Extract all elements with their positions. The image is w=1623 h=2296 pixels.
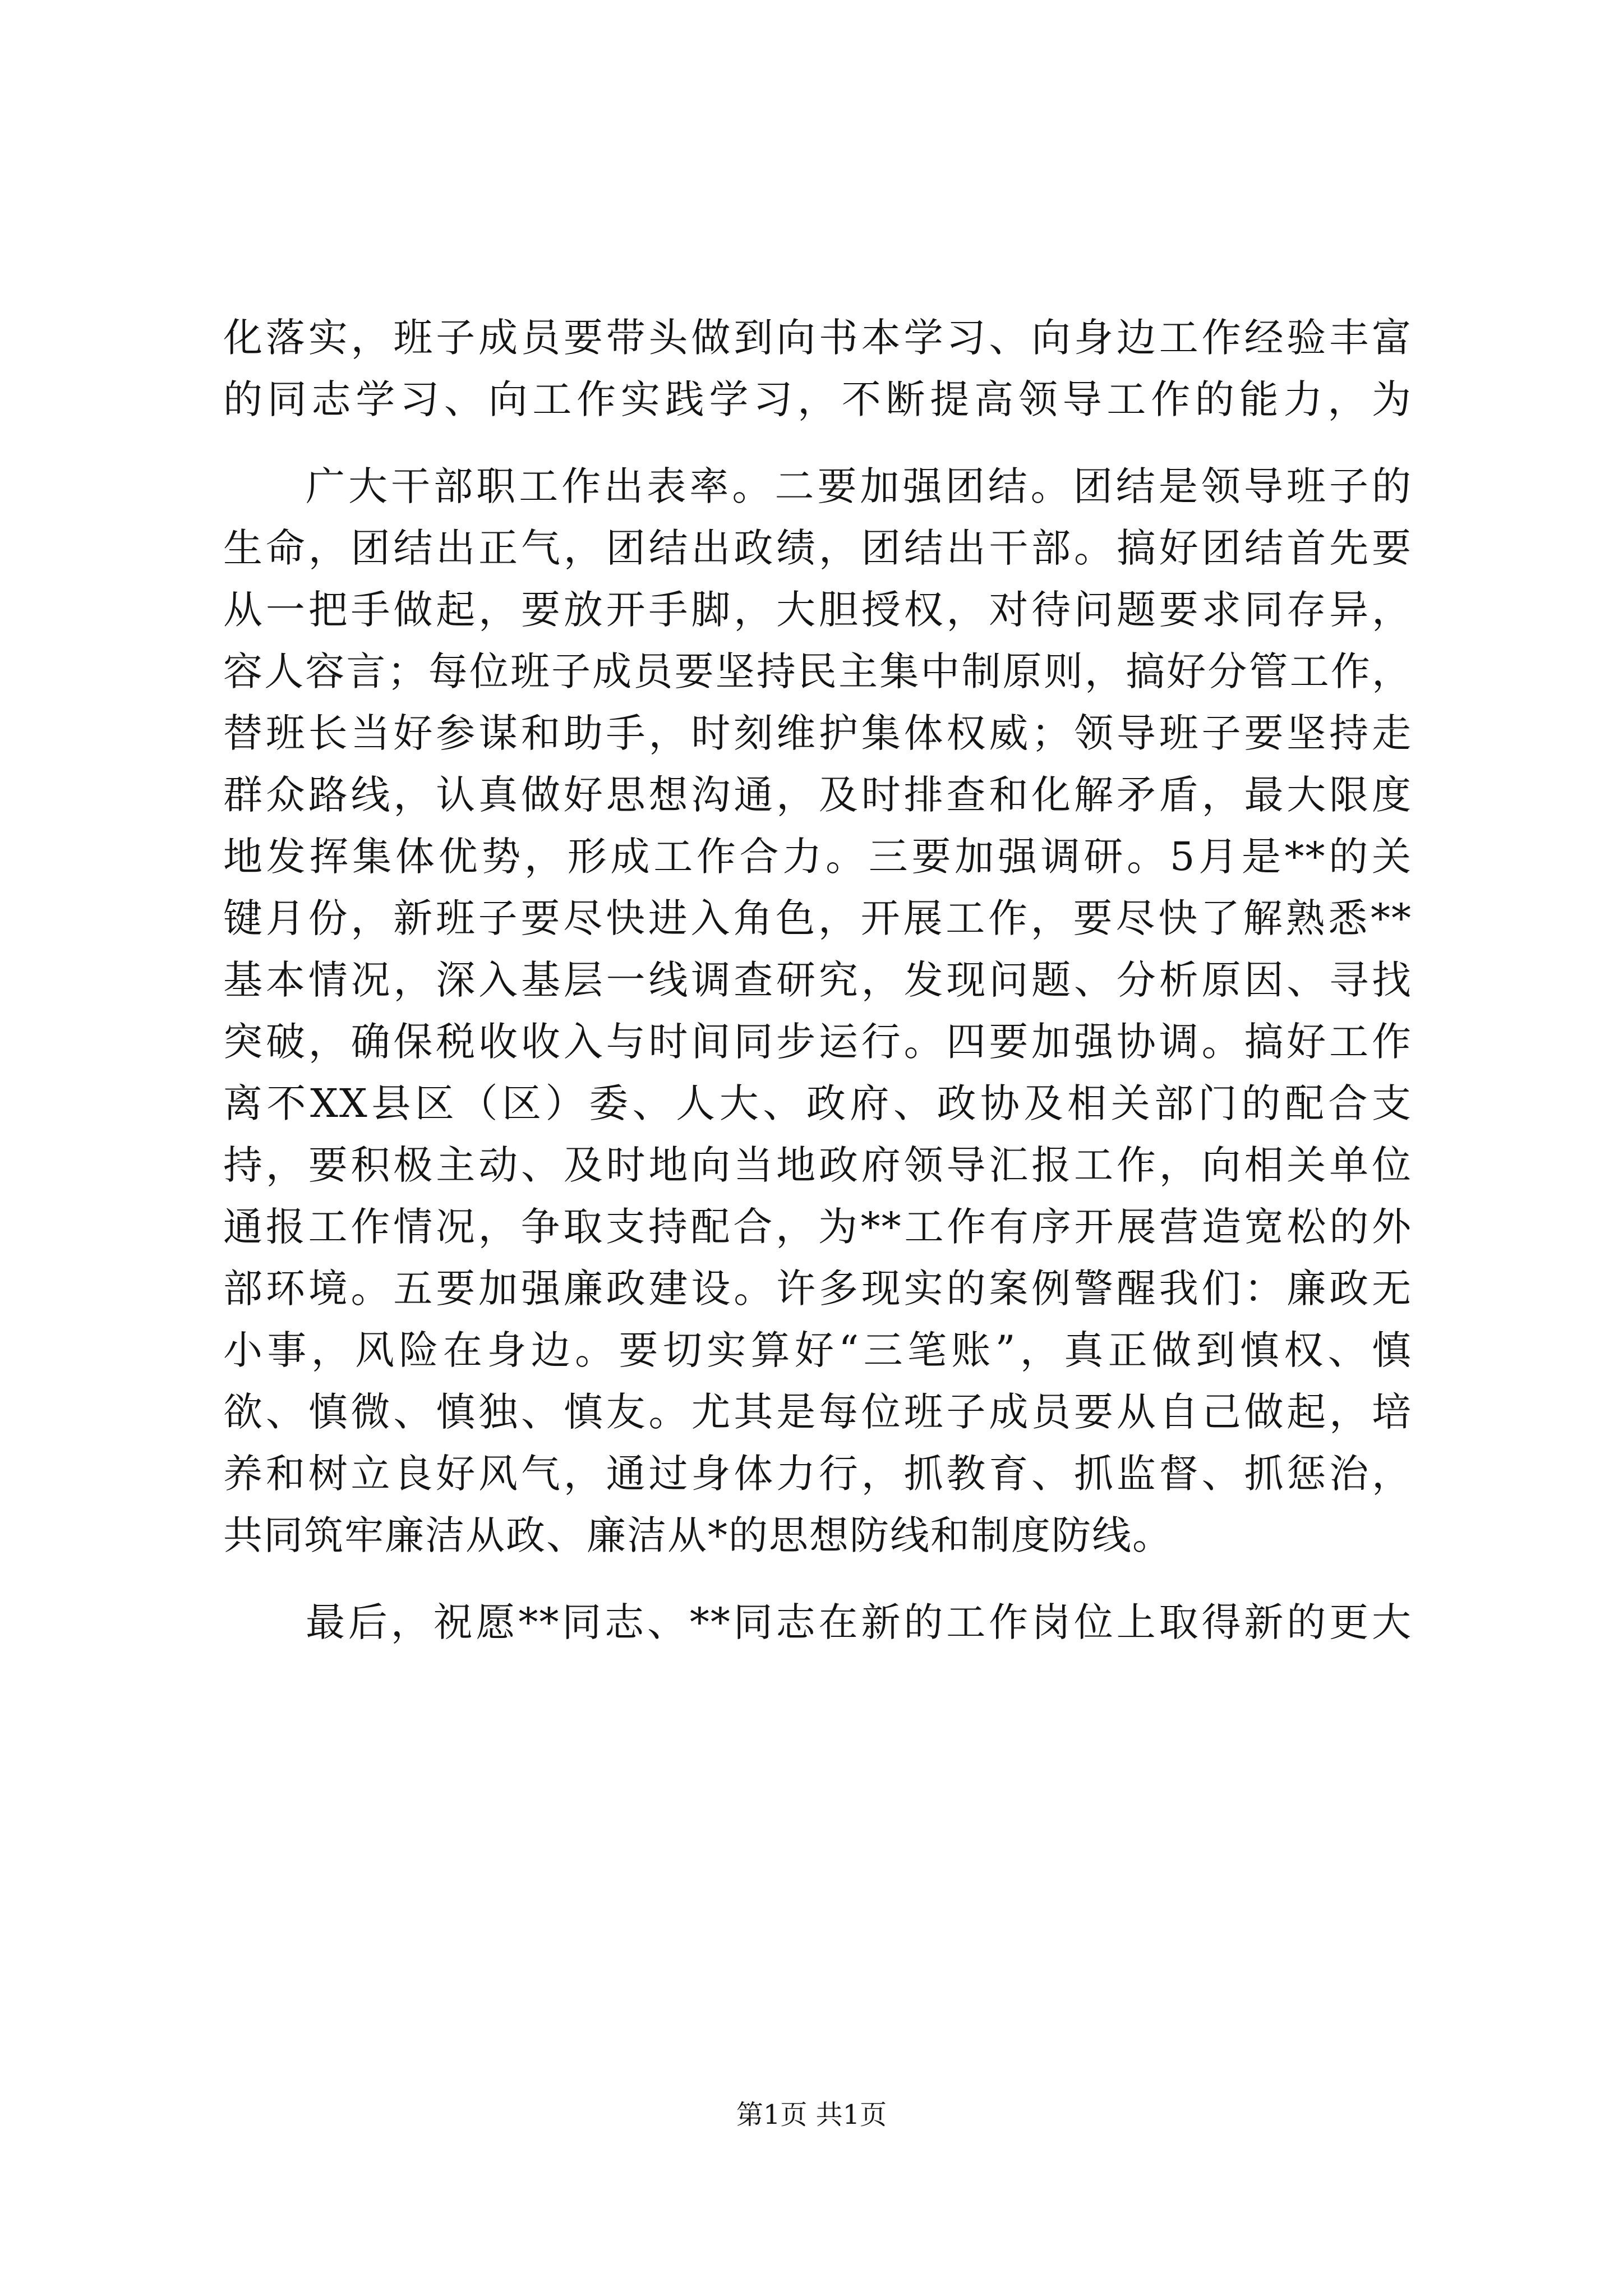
text-line-15: 通报工作情况，争取支持配合，为**工作有序开展营造宽松的外	[223, 1204, 1412, 1250]
text-line-16: 部环境。五要加强廉政建设。许多现实的案例警醒我们：廉政无	[223, 1266, 1412, 1312]
text-line-7: 替班长当好参谋和助手，时刻维护集体权威；领导班子要坚持走	[223, 710, 1412, 756]
text-line-12: 突破，确保税收收入与时间同步运行。四要加强协调。搞好工作	[223, 1019, 1412, 1065]
text-line-5: 从一把手做起，要放开手脚，大胆授权，对待问题要求同存异，	[223, 587, 1412, 633]
text-line-17: 小事，风险在身边。要切实算好“三笔账”，真正做到慎权、慎	[223, 1327, 1412, 1373]
text-line-19: 养和树立良好风气，通过身体力行，抓教育、抓监督、抓惩治，	[223, 1451, 1412, 1497]
text-line-14: 持，要积极主动、及时地向当地政府领导汇报工作，向相关单位	[223, 1142, 1412, 1188]
text-line-2: 的同志学习、向工作实践学习，不断提高领导工作的能力，为	[223, 376, 1412, 422]
text-line-10: 键月份，新班子要尽快进入角色，开展工作，要尽快了解熟悉**	[223, 895, 1412, 941]
text-line-8: 群众路线，认真做好思想沟通，及时排查和化解矛盾，最大限度	[223, 772, 1412, 818]
page-footer: 第1页 共1页	[736, 2099, 887, 2131]
text-line-4: 生命，团结出正气，团结出政绩，团结出干部。搞好团结首先要	[223, 525, 1412, 571]
text-line-3: 广大干部职工作出表率。二要加强团结。团结是领导班子的	[306, 463, 1412, 509]
text-line-18: 欲、慎微、慎独、慎友。尤其是每位班子成员要从自己做起，培	[223, 1389, 1412, 1435]
text-line-13: 离不XX县区（区）委、人大、政府、政协及相关部门的配合支	[223, 1080, 1412, 1126]
text-line-1: 化落实，班子成员要带头做到向书本学习、向身边工作经验丰富	[223, 315, 1412, 361]
text-line-21: 最后，祝愿**同志、**同志在新的工作岗位上取得新的更大	[306, 1599, 1412, 1645]
text-line-20: 共同筑牢廉洁从政、廉洁从*的思想防线和制度防线。	[223, 1512, 1173, 1558]
text-line-9: 地发挥集体优势，形成工作合力。三要加强调研。5月是**的关	[223, 834, 1412, 880]
text-line-6: 容人容言；每位班子成员要坚持民主集中制原则，搞好分管工作，	[223, 648, 1412, 694]
text-line-11: 基本情况，深入基层一线调查研究，发现问题、分析原因、寻找	[223, 957, 1412, 1003]
